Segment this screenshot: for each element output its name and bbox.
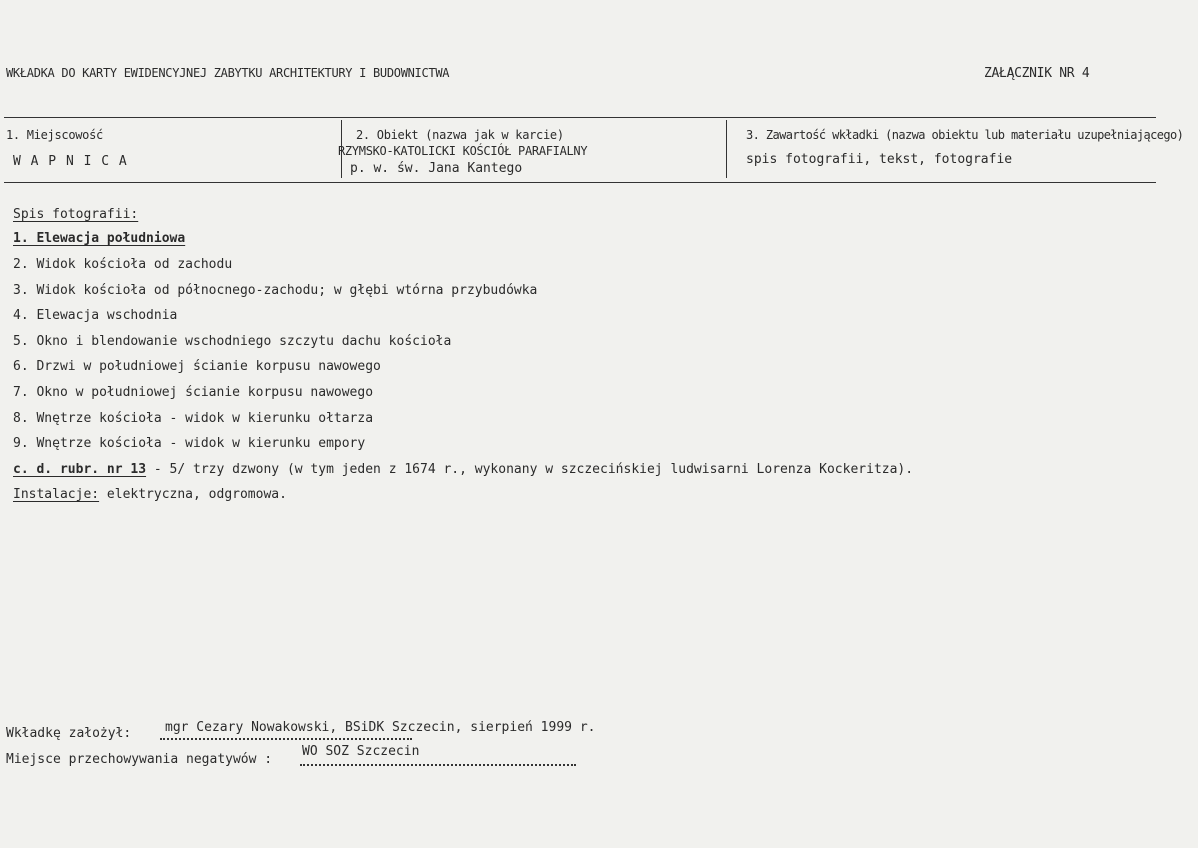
field-3-value: spis fotografii, tekst, fotografie bbox=[746, 152, 1013, 167]
photo-list-item: 3. Widok kościoła od północnego-zachodu; w głębi wtórna przybudówka bbox=[13, 283, 538, 298]
installations-note bbox=[13, 487, 287, 502]
photo-list-item: 4. Elewacja wschodnia bbox=[13, 308, 178, 323]
photo-list-heading: Spis fotografii: bbox=[13, 207, 139, 222]
table-top-rule bbox=[4, 117, 1156, 118]
document-title: WKŁADKA DO KARTY EWIDENCYJNEJ ZABYTKU ARCHITEKTURY I BUDOWNICTWA bbox=[6, 66, 450, 80]
continuation-text: - 5/ trzy dzwony (w tym jeden z 1674 r., wykonany w szczecińskiej ludwisarni Lorenza Kockeritza). bbox=[146, 462, 914, 477]
photo-list-item: 2. Widok kościoła od zachodu bbox=[13, 257, 233, 272]
field-3-label: 3. Zawartość wkładki (nazwa obiektu lub materiału uzupełniającego) bbox=[746, 128, 1184, 142]
storage-value: WO SOZ Szczecin bbox=[302, 744, 420, 759]
storage-label: Miejsce przechowywania negatywów : bbox=[6, 752, 273, 767]
annex-number: ZAŁĄCZNIK NR 4 bbox=[984, 66, 1090, 81]
continuation-note bbox=[13, 462, 913, 477]
founder-label: Wkładkę założył: bbox=[6, 726, 132, 741]
continuation-label: c. d. rubr. nr 13 bbox=[13, 462, 147, 477]
founder-value: mgr Cezary Nowakowski, BSiDK Szczecin, sierpień 1999 r. bbox=[165, 720, 596, 735]
field-2-value-line2: p. w. św. Jana Kantego bbox=[350, 161, 523, 176]
photo-list-item: 7. Okno w południowej ścianie korpusu nawowego bbox=[13, 385, 374, 400]
field-1-label: 1. Miejscowość bbox=[6, 128, 103, 142]
column-divider-2 bbox=[726, 120, 727, 178]
photo-list-item: 8. Wnętrze kościoła - widok w kierunku ołtarza bbox=[13, 411, 374, 426]
field-1-value: W A P N I C A bbox=[13, 154, 128, 169]
field-2-label: 2. Obiekt (nazwa jak w karcie) bbox=[356, 128, 564, 142]
photo-list-item: 9. Wnętrze kościoła - widok w kierunku empory bbox=[13, 436, 366, 451]
table-bottom-rule bbox=[4, 182, 1156, 183]
installations-label: Instalacje: bbox=[13, 487, 100, 502]
field-2-value-line1: RZYMSKO-KATOLICKI KOŚCIÓŁ PARAFIALNY bbox=[338, 144, 588, 158]
photo-list-item: 6. Drzwi w południowej ścianie korpusu nawowego bbox=[13, 359, 381, 374]
photo-list-item: 1. Elewacja południowa bbox=[13, 231, 186, 246]
founder-dotted-line bbox=[160, 738, 412, 740]
installations-text: elektryczna, odgromowa. bbox=[99, 487, 287, 502]
photo-list-item: 5. Okno i blendowanie wschodniego szczytu dachu kościoła bbox=[13, 334, 452, 349]
storage-dotted-line bbox=[300, 764, 576, 766]
